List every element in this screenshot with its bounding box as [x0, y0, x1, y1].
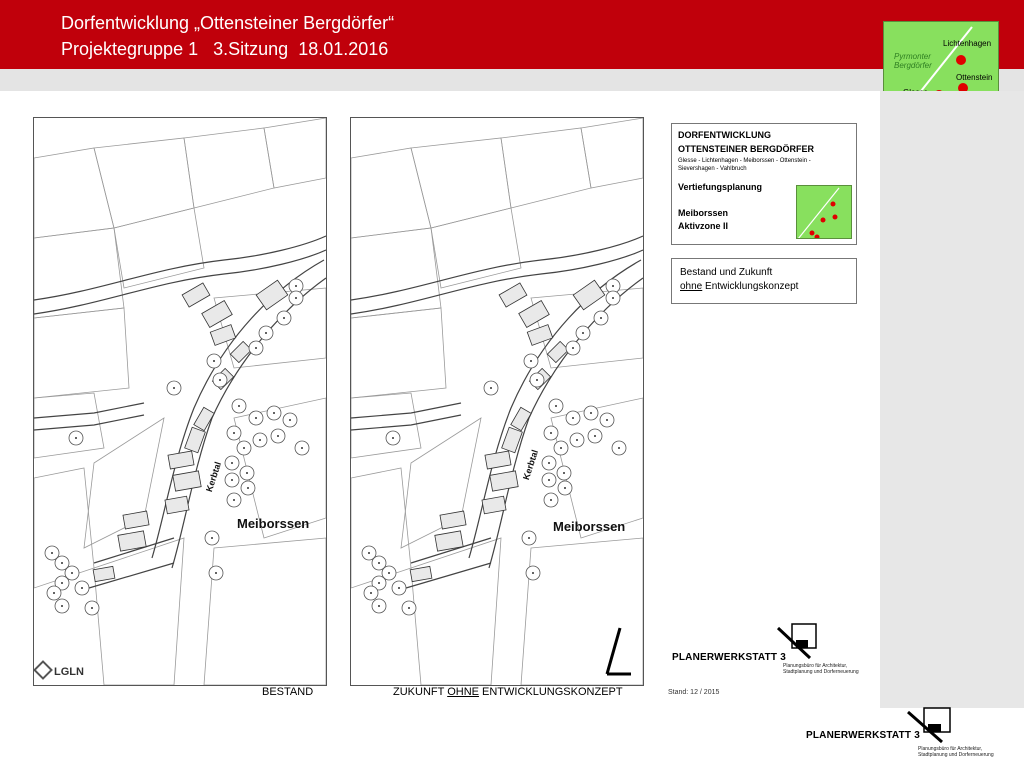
map-tree-center: [255, 417, 257, 419]
north-arrow-icon: [603, 626, 633, 678]
map-bestand-street-label: Kerbtal: [204, 460, 224, 494]
map-tree-center: [233, 432, 235, 434]
session-label: 3.Sitzung: [213, 39, 289, 59]
note-underlined: ohne: [680, 281, 703, 292]
map-parcel-outline: [34, 308, 129, 398]
map-tree-center: [277, 435, 279, 437]
map-tree-center: [392, 437, 394, 439]
map-road-edge: [351, 250, 643, 314]
map-parcel-outline: [184, 128, 274, 208]
map-bestand-place-label: Meiborssen: [237, 516, 310, 531]
map-parcel-outline: [34, 228, 124, 318]
map-building: [573, 280, 605, 310]
map-tree-center: [289, 419, 291, 421]
map-tree-center: [301, 447, 303, 449]
map-tree-center: [378, 582, 380, 584]
map-tree-center: [560, 447, 562, 449]
map-tree-center: [398, 587, 400, 589]
map-tree-center: [612, 285, 614, 287]
map-parcel-outline: [264, 118, 326, 188]
pw-sheet-sub-1: Planungsbüro für Architektur,: [783, 663, 848, 669]
map-tree-center: [61, 605, 63, 607]
lgln-text: LGLN: [54, 666, 84, 678]
info-title-2: OTTENSTEINER BERGDÖRFER: [678, 144, 815, 154]
pw-sheet-brand: PLANERWERKSTATT 3: [672, 652, 786, 663]
map-tree-center: [528, 537, 530, 539]
map-tree-center: [576, 439, 578, 441]
map-tree-center: [582, 332, 584, 334]
map-tree-center: [231, 479, 233, 481]
map-tree-center: [612, 297, 614, 299]
map-parcel-outline: [351, 148, 431, 238]
map-tree-center: [550, 499, 552, 501]
info-title-1: DORFENTWICKLUNG: [678, 130, 771, 140]
info-zone: Aktivzone II: [678, 221, 729, 231]
map-building: [547, 341, 568, 362]
map-zukunft-street-label: Kerbtal: [521, 448, 541, 482]
map-tree-center: [91, 607, 93, 609]
pw-sheet-emblem-icon: [776, 622, 820, 662]
map-parcel-outline: [114, 208, 204, 288]
map-bestand: [33, 117, 327, 686]
note-rest: Entwicklungskonzept: [702, 281, 799, 292]
map-tree-center: [532, 572, 534, 574]
map-building: [256, 280, 288, 310]
header-gray-band: [0, 69, 1024, 91]
map-building: [519, 301, 550, 328]
map-tree-center: [548, 462, 550, 464]
map-tree-center: [233, 499, 235, 501]
plan-note-box: [671, 258, 857, 304]
map-tree-center: [238, 405, 240, 407]
map-road-edge: [351, 415, 461, 430]
map-tree-center: [572, 417, 574, 419]
caption-prefix: ZUKUNFT: [393, 686, 448, 698]
map-building: [165, 496, 189, 514]
mini-logo-graphic: [797, 186, 852, 239]
map-tree-center: [408, 607, 410, 609]
map-tree-center: [368, 552, 370, 554]
map-tree-center: [243, 447, 245, 449]
planerwerkstatt-logo-footer: [806, 706, 1020, 766]
map-tree-center: [173, 387, 175, 389]
map-tree-center: [51, 552, 53, 554]
project-group: Projektegruppe 1: [61, 39, 199, 59]
map-tree-center: [61, 562, 63, 564]
map-tree-center: [606, 419, 608, 421]
lgln-logo: [36, 663, 84, 678]
map-parcel-outline: [411, 138, 511, 228]
map-tree-center: [273, 412, 275, 414]
logo-pyrmonter-2: Bergdörfer: [894, 61, 932, 70]
pw-footer-sub-1: Planungsbüro für Architektur,: [918, 746, 983, 752]
map-tree-center: [215, 572, 217, 574]
note-line-1: Bestand und Zukunft: [680, 267, 773, 278]
logo-village-ottenstein: Ottenstein: [956, 73, 993, 82]
plan-title-block: [671, 123, 857, 245]
map-building: [485, 451, 511, 469]
pw-footer-brand: PLANERWERKSTATT 3: [806, 730, 920, 741]
map-parcel-outline: [84, 418, 164, 548]
info-villages-1: Glesse - Lichtenhagen - Meiborssen - Ottenstein -: [678, 158, 811, 164]
map-tree-center: [378, 562, 380, 564]
map-tree-center: [594, 435, 596, 437]
map-building: [173, 471, 201, 491]
map-tree-center: [550, 432, 552, 434]
map-tree-center: [295, 285, 297, 287]
caption-suffix: ENTWICKLUNGSKONZEPT: [478, 686, 623, 698]
map-road-edge: [351, 403, 461, 418]
map-zukunft-place-label: Meiborssen: [553, 519, 626, 534]
map-tree-center: [370, 592, 372, 594]
map-parcel-outline: [501, 128, 591, 208]
lgln-icon: [33, 660, 53, 680]
map-parcel-outline: [34, 148, 114, 238]
slide-subtitle: [61, 39, 388, 59]
map-tree-center: [231, 462, 233, 464]
map-tree-center: [295, 297, 297, 299]
info-location: Meiborssen: [678, 208, 729, 218]
map-building: [490, 471, 518, 491]
map-parcel-outline: [411, 538, 501, 685]
map-tree-center: [572, 347, 574, 349]
map-tree-center: [211, 537, 213, 539]
info-plan-type: Vertiefungsplanung: [678, 182, 763, 192]
plan-stand-date: Stand: 12 / 2015: [668, 689, 720, 696]
map-tree-center: [283, 317, 285, 319]
map-parcel-outline: [204, 538, 326, 685]
map-zukunft-caption: [393, 686, 623, 698]
map-tree-center: [388, 572, 390, 574]
map-bestand-drawing: [34, 118, 326, 685]
map-tree-center: [590, 412, 592, 414]
pw-footer-emblem-icon: [906, 706, 954, 746]
pw-sheet-sub-2: Stadtplanung und Dorferneuerung: [783, 669, 859, 675]
map-parcel-outline: [94, 538, 184, 685]
map-building: [182, 283, 210, 307]
map-tree-center: [265, 332, 267, 334]
map-building: [168, 451, 194, 469]
map-tree-center: [490, 387, 492, 389]
map-building: [230, 341, 251, 362]
map-parcel-outline: [351, 228, 441, 318]
map-tree-center: [61, 582, 63, 584]
map-parcel-outline: [401, 418, 481, 548]
map-tree-center: [378, 605, 380, 607]
map-parcel-outline: [431, 208, 521, 288]
map-parcel-outline: [581, 118, 643, 188]
map-road-edge: [34, 403, 144, 418]
map-tree-center: [219, 379, 221, 381]
map-parcel-outline: [94, 138, 194, 228]
map-building: [194, 407, 214, 430]
info-villages-2: Sievershagen - Vahlbruch: [678, 166, 747, 172]
map-road-edge: [34, 415, 144, 430]
slide-header: [0, 0, 1024, 69]
map-road-edge: [34, 250, 326, 314]
right-gray-panel: [880, 91, 1024, 708]
map-tree-center: [259, 439, 261, 441]
note-line-2: [680, 281, 798, 292]
planerwerkstatt-logo-sheet: [668, 620, 868, 682]
info-mini-logo: [796, 185, 852, 239]
logo-pyrmonter-1: Pyrmonter: [894, 52, 931, 61]
map-building: [499, 283, 527, 307]
map-tree-center: [255, 347, 257, 349]
map-tree-center: [81, 587, 83, 589]
map-building: [440, 511, 466, 529]
map-building: [93, 566, 115, 581]
map-tree-center: [564, 487, 566, 489]
map-building: [123, 511, 149, 529]
map-tree-center: [213, 360, 215, 362]
map-bestand-caption: BESTAND: [262, 686, 314, 698]
map-zukunft-drawing: [351, 118, 643, 685]
map-tree-center: [618, 447, 620, 449]
map-tree-center: [530, 360, 532, 362]
map-tree-center: [600, 317, 602, 319]
map-building: [482, 496, 506, 514]
logo-village-lichtenhagen: Lichtenhagen: [943, 39, 992, 48]
map-tree-center: [53, 592, 55, 594]
map-tree-center: [555, 405, 557, 407]
map-tree-center: [548, 479, 550, 481]
caption-underlined: OHNE: [447, 686, 479, 698]
map-tree-center: [536, 379, 538, 381]
slide-title: Dorfentwicklung „Ottensteiner Bergdörfer“: [61, 13, 395, 33]
map-tree-center: [247, 487, 249, 489]
map-tree-center: [71, 572, 73, 574]
map-tree-center: [563, 472, 565, 474]
map-building: [511, 407, 531, 430]
map-parcel-outline: [351, 308, 446, 398]
map-building: [410, 566, 432, 581]
map-zukunft: [350, 117, 644, 686]
map-tree-center: [246, 472, 248, 474]
map-building: [202, 301, 233, 328]
pw-footer-sub-2: Stadtplanung und Dorferneuerung: [918, 752, 994, 758]
map-tree-center: [75, 437, 77, 439]
session-date: 18.01.2016: [298, 39, 389, 59]
